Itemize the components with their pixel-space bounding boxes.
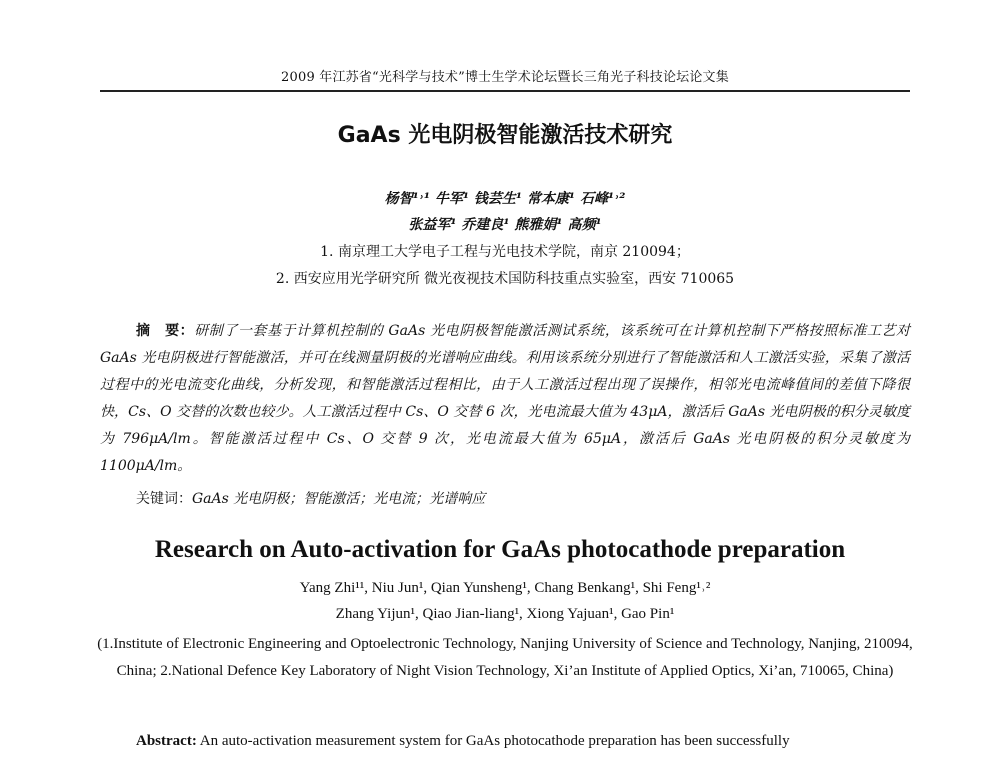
english-title: Research on Auto-activation for GaAs photocathode preparation <box>154 536 846 563</box>
chinese-abstract-text: 研制了一套基于计算机控制的 GaAs 光电阴极智能激活测试系统，该系统可在计算机控制下严格按照标准工艺对 GaAs 光电阴极进行智能激活，并可在线测量阴极的光谱响应曲线。利用该系统分别进行了智能激活和人工激活实验，采集了激活过程中的光电流变化曲线，分析发现，和智能激活过程相比，由于人工激活过程出现了误操作，相邻光电流峰值间的差值下降很快，Cs、O 交替的次数也较少。人工激活过程中 Cs、O 交替 6 次，光电流最大值为 43μA，激活后 GaAs 光电阴极的积分灵敏度为 796μA/lm。智能激活过程中 Cs、O 交替 9 次，光电流最大值为 65μA，激活后 GaAs 光电阴极的积分灵敏度为 1100μA/lm。 <box>100 323 910 474</box>
english-abstract-label: Abstract: <box>136 733 197 749</box>
english-abstract-text: An auto-activation measurement system for GaAs photocathode preparation has been successfully <box>199 733 790 749</box>
chinese-keywords-label: 关键词： <box>136 491 192 507</box>
english-authors-line-1: Yang Zhi¹¹, Niu Jun¹, Qian Yunsheng¹, Chang Benkang¹, Shi Feng¹˒² <box>299 580 711 596</box>
chinese-title: GaAs 光电阴极智能激活技术研究 <box>337 123 673 148</box>
chinese-authors-line-1: 杨智¹˒¹ 牛军¹ 钱芸生¹ 常本康¹ 石峰¹˒² <box>384 191 626 207</box>
running-header: 2009 年江苏省“光科学与技术”博士生学术论坛暨长三角光子科技论坛论文集 <box>281 70 729 85</box>
english-affiliation: (1.Institute of Electronic Engineering and Optoelectronic Technology, Nanjing University of Science and Technology, Nanjing, 210094, China; 2.National Defence Key Laboratory of Night Vision Technology, Xi’an Institute of Applied Optics, Xi’an, 710065, China) <box>97 636 913 679</box>
chinese-abstract-label: 摘 要： <box>136 323 195 339</box>
chinese-affiliation-2: 2. 西安应用光学研究所 微光夜视技术国防科技重点实验室，西安 710065 <box>275 271 735 287</box>
chinese-keywords-text: GaAs 光电阴极；智能激活；光电流；光谱响应 <box>192 491 486 507</box>
chinese-abstract <box>100 318 910 480</box>
header-rule <box>100 90 910 92</box>
chinese-affiliation-1: 1. 南京理工大学电子工程与光电技术学院，南京 210094； <box>320 244 690 260</box>
english-abstract <box>100 728 910 755</box>
chinese-keywords <box>100 488 910 508</box>
chinese-authors-line-2: 张益军¹ 乔建良¹ 熊雅娟¹ 高频¹ <box>408 217 602 233</box>
english-authors-line-2: Zhang Yijun¹, Qiao Jian-liang¹, Xiong Yajuan¹, Gao Pin¹ <box>335 606 675 622</box>
